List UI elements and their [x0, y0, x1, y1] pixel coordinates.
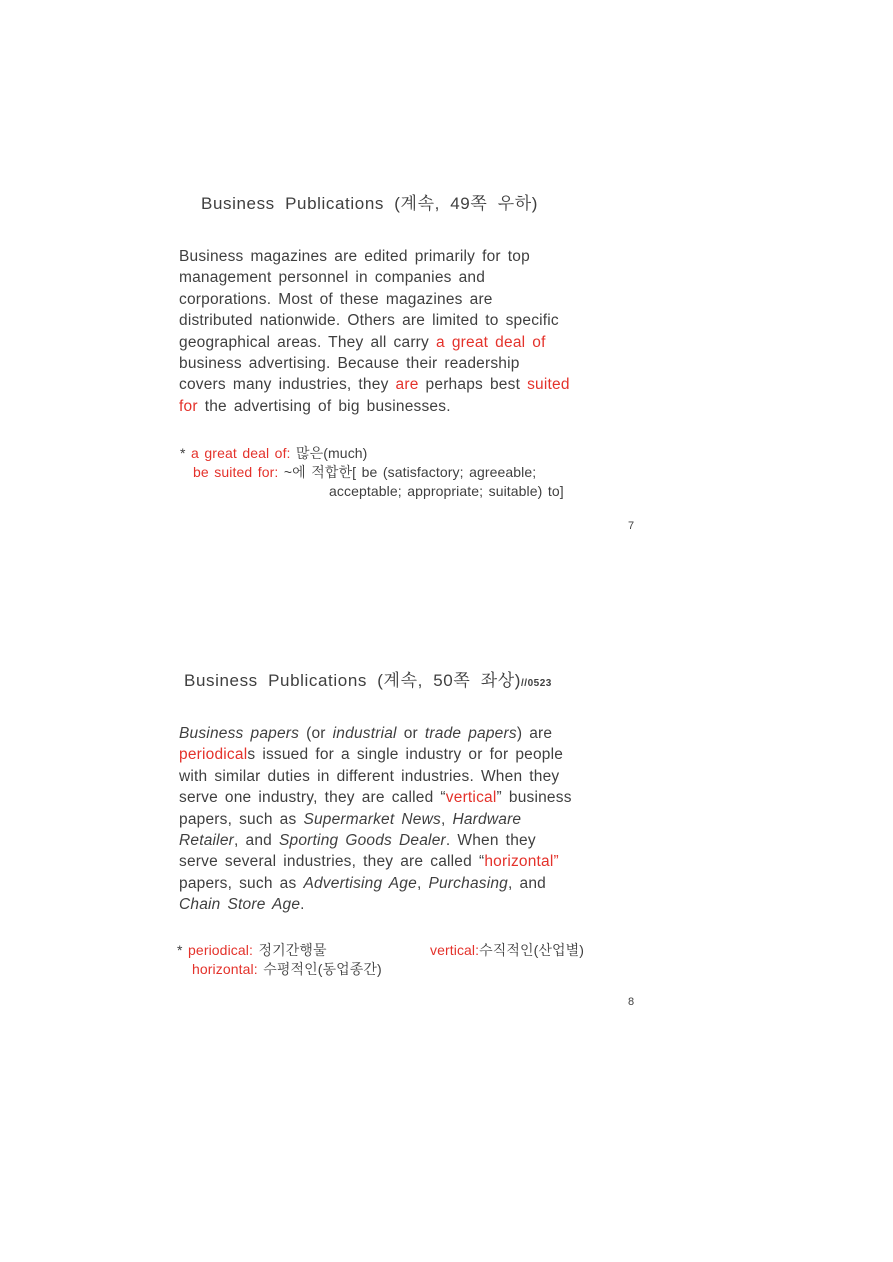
text-run: Chain Store Age [179, 896, 301, 914]
text-run: Supermarket News [303, 810, 441, 828]
text-run: serve several industries, they are called “ [179, 853, 485, 871]
text-line [179, 246, 570, 267]
text-run: trade papers [424, 725, 517, 742]
text-run: vertical [445, 789, 497, 807]
text-line [179, 310, 570, 331]
text-run: Hardware [452, 810, 522, 828]
text-run: are [395, 376, 419, 394]
text-run: 정기간행물 [252, 942, 327, 958]
text-line [179, 374, 570, 395]
text-line [184, 666, 552, 691]
text-run: Business papers [179, 725, 300, 742]
text-run: Business Publications (계속, 50쪽 좌상) [184, 671, 522, 690]
text-run: Sporting Goods Dealer [279, 832, 446, 850]
text-line [179, 353, 570, 374]
text-run: * [180, 445, 192, 461]
text-line [179, 267, 570, 288]
text-run: 많은(much) [290, 445, 368, 461]
text-run: papers, such as [179, 810, 304, 828]
text-run: , and [234, 832, 279, 850]
slide2-page-number: 8 [628, 996, 635, 1008]
text-run: //0523 [521, 678, 552, 689]
slide2-footnote [177, 941, 647, 979]
text-run: ~에 적합한[ be (satisfactory; agreeable; [278, 464, 537, 480]
text-run: 수직적인(산업별) [479, 942, 585, 958]
text-run: with similar duties in different industries. When they [179, 767, 560, 785]
text-line [180, 444, 564, 463]
slide1-footnote [180, 444, 564, 501]
text-run: corporations. Most of these magazines are [179, 290, 493, 308]
text-run: management personnel in companies and [179, 269, 486, 287]
text-run: serve one industry, they are called “ [179, 789, 446, 807]
slide1-title [201, 189, 538, 214]
text-run: papers, such as [179, 874, 304, 892]
text-run: business advertising. Because their readership [179, 355, 520, 373]
text-run: Business Publications (계속, 49쪽 우하) [201, 194, 539, 213]
text-line [430, 941, 584, 960]
slide2-paragraph [179, 723, 572, 916]
slide1-page-number: 7 [628, 520, 635, 532]
text-line [179, 809, 572, 830]
text-run: covers many industries, they [179, 376, 396, 394]
text-line [179, 894, 572, 915]
text-run: periodical: [188, 942, 253, 958]
text-line [179, 873, 572, 894]
slide1-paragraph [179, 246, 570, 417]
text-line [179, 723, 572, 744]
text-run: perhaps best [418, 376, 528, 394]
text-run: for [179, 397, 198, 415]
text-run: a great deal of: [191, 445, 291, 461]
text-run: (or [299, 725, 333, 742]
text-run: acceptable; appropriate; suitable) to] [329, 483, 564, 499]
text-run: . [300, 896, 305, 914]
text-run: Purchasing [428, 874, 508, 892]
text-run: Advertising Age [303, 874, 417, 892]
slide2-title [184, 666, 552, 691]
text-run: 수평적인(동업종간) [257, 961, 382, 977]
text-run: vertical: [430, 942, 480, 958]
text-line [179, 332, 570, 353]
text-run: * [177, 942, 189, 958]
text-run: horizontal” [484, 853, 559, 871]
text-run: Retailer [179, 832, 235, 850]
text-run: distributed nationwide. Others are limited to specific [179, 312, 559, 330]
text-line [179, 830, 572, 851]
text-line [179, 396, 570, 417]
text-line [179, 787, 572, 808]
text-line [179, 289, 570, 310]
text-run: , [416, 874, 429, 892]
text-run: a great deal of [436, 333, 546, 351]
text-run: or [396, 725, 425, 742]
text-run: periodical [179, 746, 248, 764]
text-line [179, 744, 572, 765]
text-run: , and [508, 874, 546, 892]
text-run: Business magazines are edited primarily for top [179, 248, 530, 265]
text-line [201, 189, 538, 214]
text-line [179, 766, 572, 787]
text-run: ” business [496, 789, 572, 807]
text-run: the advertising of big businesses. [197, 397, 451, 415]
text-run: s issued for a single industry or for people [247, 746, 564, 764]
text-line [180, 482, 564, 501]
text-run: industrial [332, 725, 397, 742]
text-run: horizontal: [192, 961, 258, 977]
text-line [177, 960, 647, 979]
text-run: be suited for: [193, 464, 279, 480]
text-run: geographical areas. They all carry [179, 333, 437, 351]
text-line [180, 463, 564, 482]
text-run: , [440, 810, 453, 828]
text-run: suited [527, 376, 570, 394]
text-run: ) are [516, 725, 553, 742]
text-run: . When they [445, 832, 536, 850]
text-line [179, 851, 572, 872]
